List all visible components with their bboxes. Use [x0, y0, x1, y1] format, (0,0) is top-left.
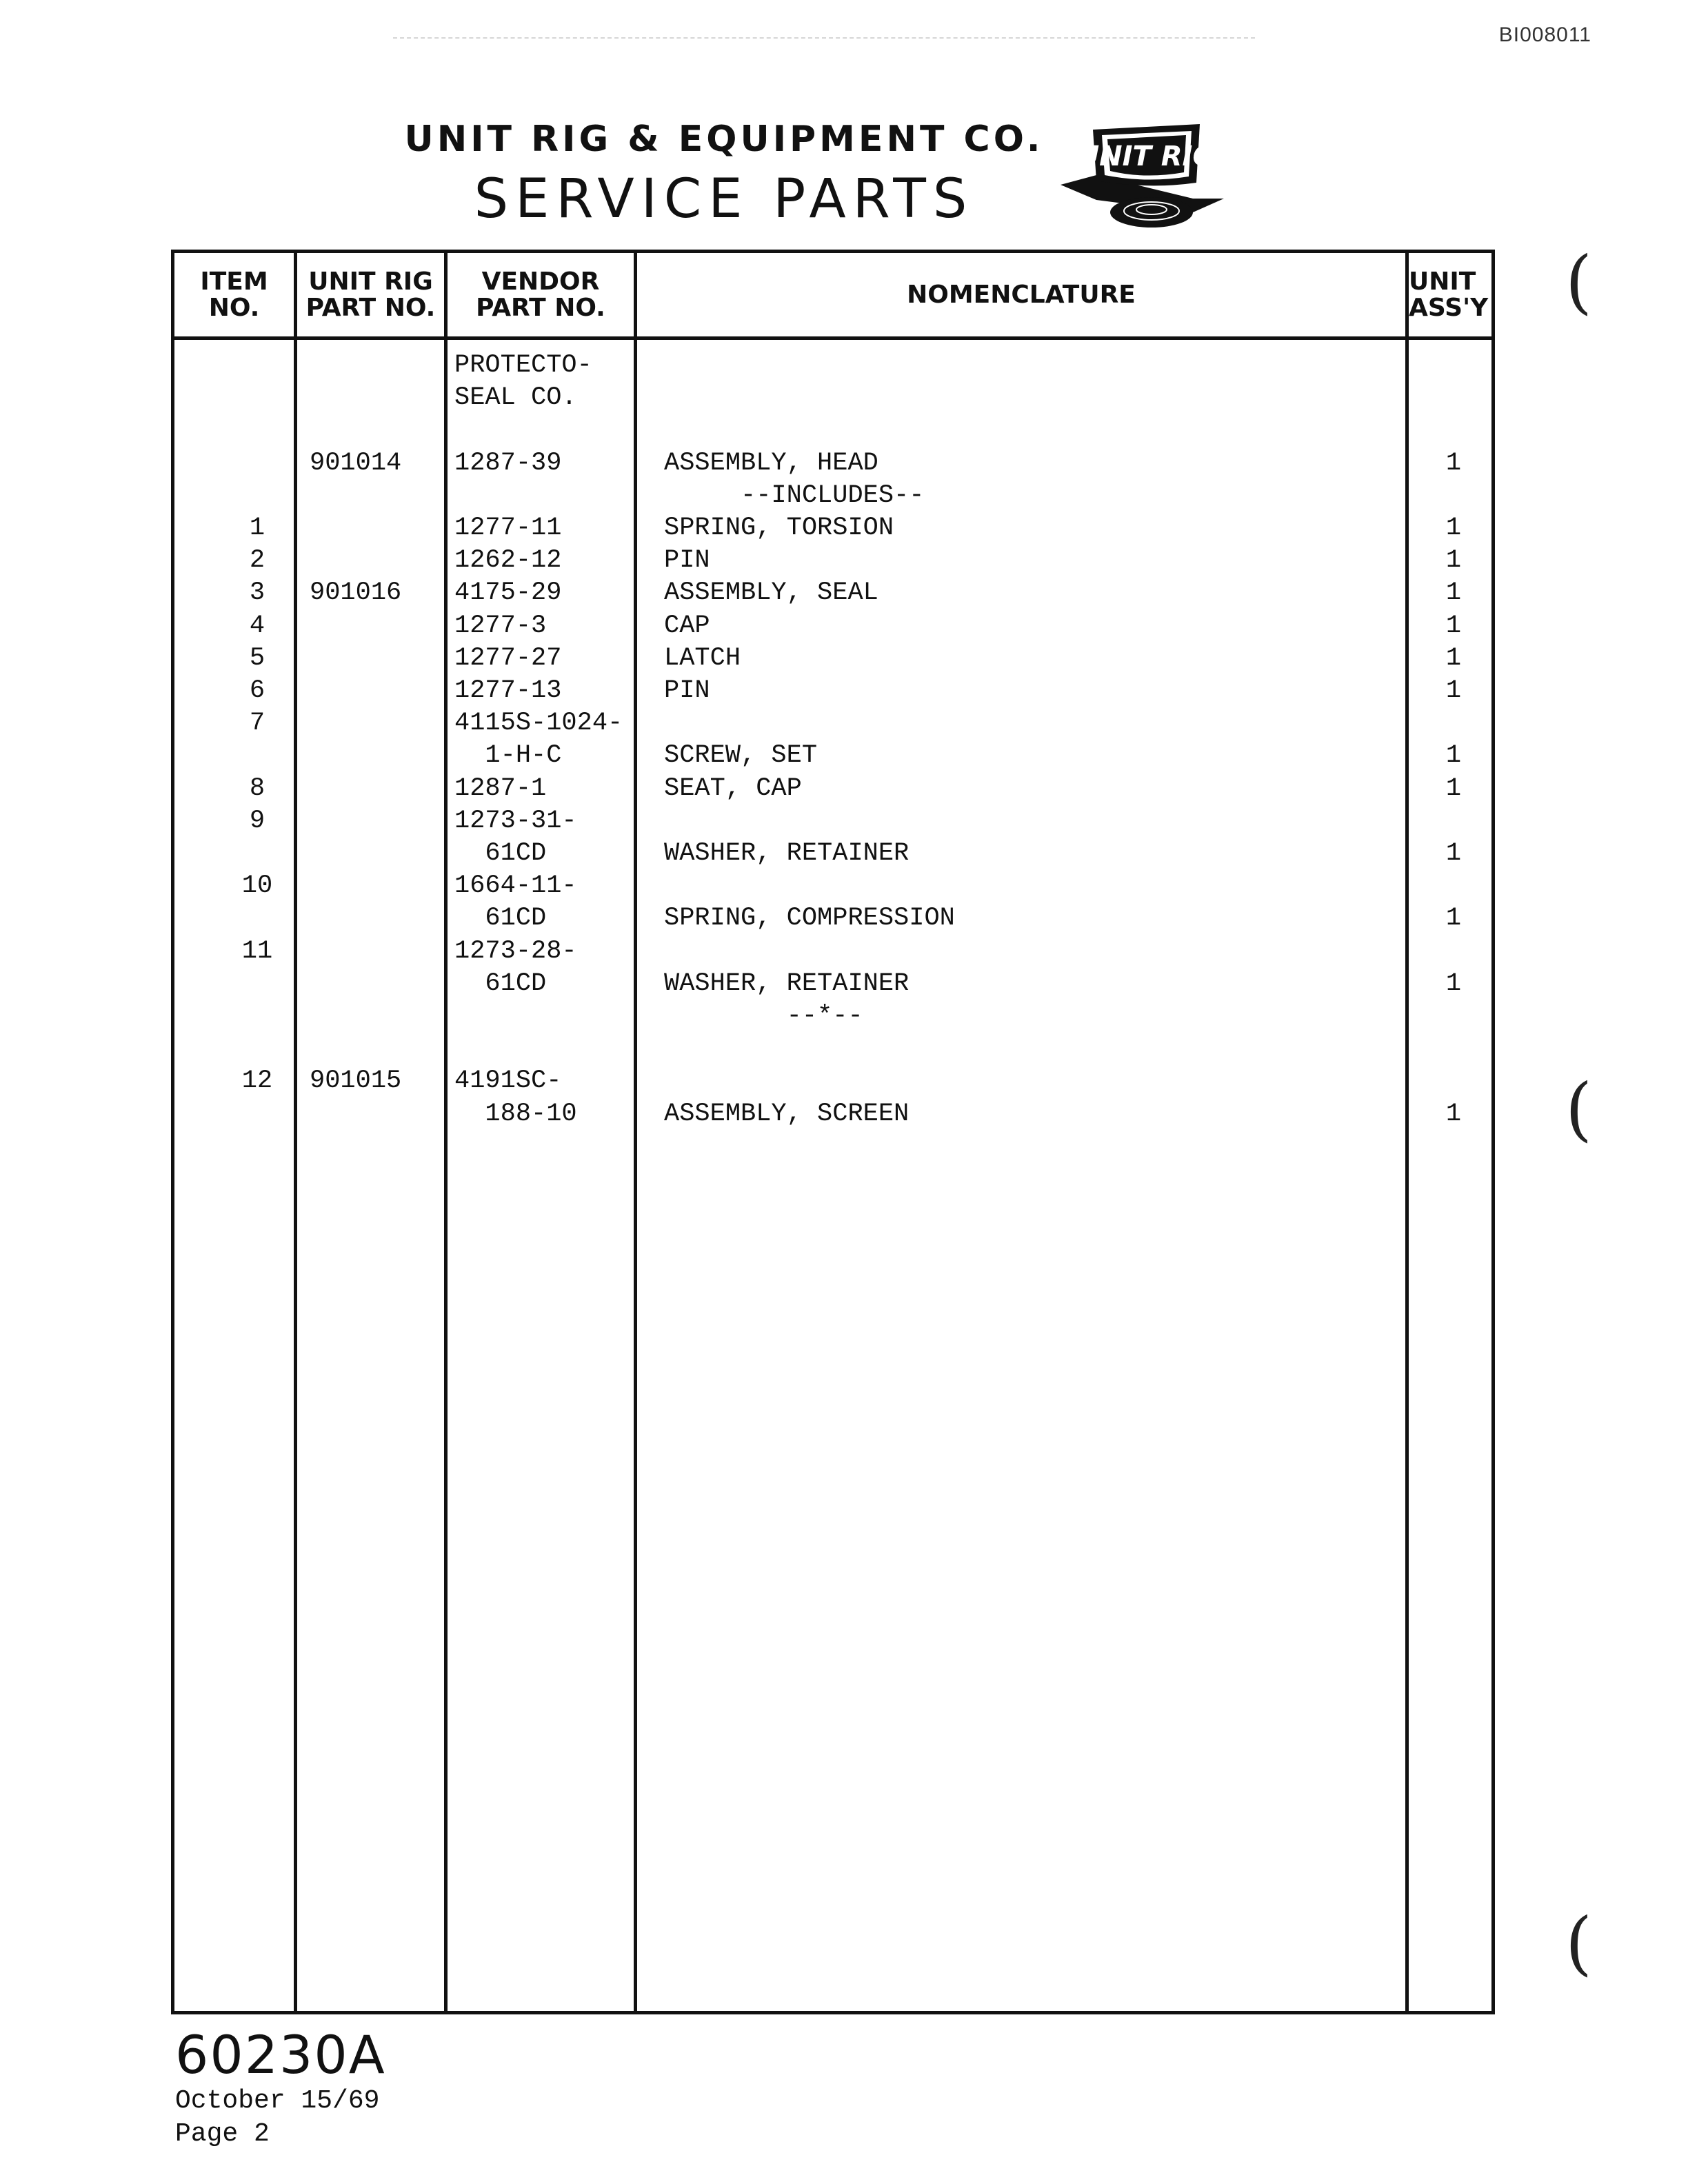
cell-nomenclature: SEAT, CAP: [664, 774, 802, 803]
cell-unit-assy-qty: 1: [1445, 643, 1462, 673]
revision-date: October 15/69: [175, 2086, 380, 2116]
document-id: BI008011: [1498, 23, 1591, 46]
cell-unit-assy-qty: 1: [1445, 676, 1462, 705]
cell-item-no: 5: [249, 643, 265, 673]
cell-nomenclature: WASHER, RETAINER: [664, 839, 910, 868]
cell-unit-rig-part-no: 901014: [310, 448, 402, 478]
header-unit-assy: UNIT ASS'Y: [1409, 267, 1489, 322]
cell-vendor-part-no: SEAL CO.: [454, 383, 577, 413]
svg-text:UNIT RIG: UNIT RIG: [1076, 141, 1216, 172]
cell-nomenclature: SCREW, SET: [664, 741, 818, 771]
cell-item-no: 6: [249, 676, 265, 705]
cell-nomenclature: --*--: [664, 1002, 863, 1031]
cell-unit-rig-part-no: 901015: [310, 1066, 402, 1096]
cell-nomenclature: ASSEMBLY, HEAD: [664, 448, 878, 478]
table-header: [174, 253, 1491, 340]
header-unit-rig-part-no: UNIT RIG PART NO.: [305, 267, 436, 322]
cell-vendor-part-no: 1277-13: [454, 676, 562, 705]
cell-unit-assy-qty: 1: [1445, 611, 1462, 640]
cell-unit-assy-qty: 1: [1445, 904, 1462, 933]
binder-hole-mark: (: [1565, 241, 1593, 322]
cell-nomenclature: ASSEMBLY, SEAL: [664, 578, 878, 608]
cell-unit-rig-part-no: 901016: [310, 578, 402, 608]
cell-vendor-part-no: 61CD: [454, 904, 547, 933]
unit-rig-logo: [1055, 117, 1234, 241]
cell-item-no: 7: [249, 709, 265, 738]
cell-vendor-part-no: 1287-1: [454, 774, 547, 803]
cell-item-no: 12: [241, 1066, 273, 1096]
cell-item-no: 4: [249, 611, 265, 640]
cell-item-no: 9: [249, 806, 265, 836]
cell-vendor-part-no: 188-10: [454, 1099, 577, 1129]
cell-nomenclature: ASSEMBLY, SCREEN: [664, 1099, 910, 1129]
cell-vendor-part-no: 4115S-1024-: [454, 709, 623, 738]
binder-hole-mark: (: [1565, 1069, 1593, 1149]
document-title: SERVICE PARTS: [474, 168, 974, 230]
scan-marks: [393, 37, 1255, 41]
cell-item-no: 10: [241, 871, 273, 901]
cell-unit-assy-qty: 1: [1445, 774, 1462, 803]
cell-vendor-part-no: 61CD: [454, 969, 547, 998]
cell-unit-assy-qty: 1: [1445, 969, 1462, 998]
cell-vendor-part-no: 61CD: [454, 839, 547, 868]
cell-nomenclature: SPRING, COMPRESSION: [664, 904, 955, 933]
cell-vendor-part-no: 1262-12: [454, 546, 562, 576]
cell-item-no: 11: [241, 936, 273, 966]
cell-unit-assy-qty: 1: [1445, 741, 1462, 771]
cell-item-no: 3: [249, 578, 265, 608]
cell-nomenclature: CAP: [664, 611, 710, 640]
cell-unit-assy-qty: 1: [1445, 839, 1462, 868]
cell-nomenclature: PIN: [664, 546, 710, 576]
cell-nomenclature: PIN: [664, 676, 710, 705]
cell-vendor-part-no: PROTECTO-: [454, 351, 592, 380]
cell-item-no: 8: [249, 774, 265, 803]
cell-item-no: 1: [249, 514, 265, 543]
column-divider: [1405, 253, 1409, 2011]
cell-vendor-part-no: 1-H-C: [454, 741, 562, 771]
cell-vendor-part-no: 1273-28-: [454, 936, 577, 966]
cell-vendor-part-no: 1287-39: [454, 448, 562, 478]
page-number: Page 2: [175, 2119, 270, 2149]
cell-vendor-part-no: 1277-11: [454, 514, 562, 543]
cell-item-no: 2: [249, 546, 265, 576]
parts-table: [171, 250, 1495, 2014]
form-code: 60230A: [175, 2024, 386, 2085]
cell-unit-assy-qty: 1: [1445, 546, 1462, 576]
cell-unit-assy-qty: 1: [1445, 1099, 1462, 1129]
company-name: UNIT RIG & EQUIPMENT CO.: [404, 119, 1044, 160]
header-item-no: ITEM NO.: [200, 267, 268, 322]
column-divider: [634, 253, 637, 2011]
cell-vendor-part-no: 4175-29: [454, 578, 562, 608]
cell-nomenclature: --INCLUDES--: [664, 481, 925, 510]
cell-vendor-part-no: 1664-11-: [454, 871, 577, 901]
column-divider: [444, 253, 448, 2011]
cell-vendor-part-no: 4191SC-: [454, 1066, 562, 1096]
binder-hole-mark: (: [1565, 1903, 1593, 1983]
cell-unit-assy-qty: 1: [1445, 448, 1462, 478]
header-nomenclature: NOMENCLATURE: [907, 280, 1136, 309]
cell-vendor-part-no: 1277-27: [454, 643, 562, 673]
cell-nomenclature: WASHER, RETAINER: [664, 969, 910, 998]
cell-unit-assy-qty: 1: [1445, 578, 1462, 608]
cell-nomenclature: LATCH: [664, 643, 741, 673]
cell-vendor-part-no: 1273-31-: [454, 806, 577, 836]
cell-unit-assy-qty: 1: [1445, 514, 1462, 543]
cell-vendor-part-no: 1277-3: [454, 611, 547, 640]
cell-nomenclature: SPRING, TORSION: [664, 514, 894, 543]
header-vendor-part-no: VENDOR PART NO.: [476, 267, 605, 322]
